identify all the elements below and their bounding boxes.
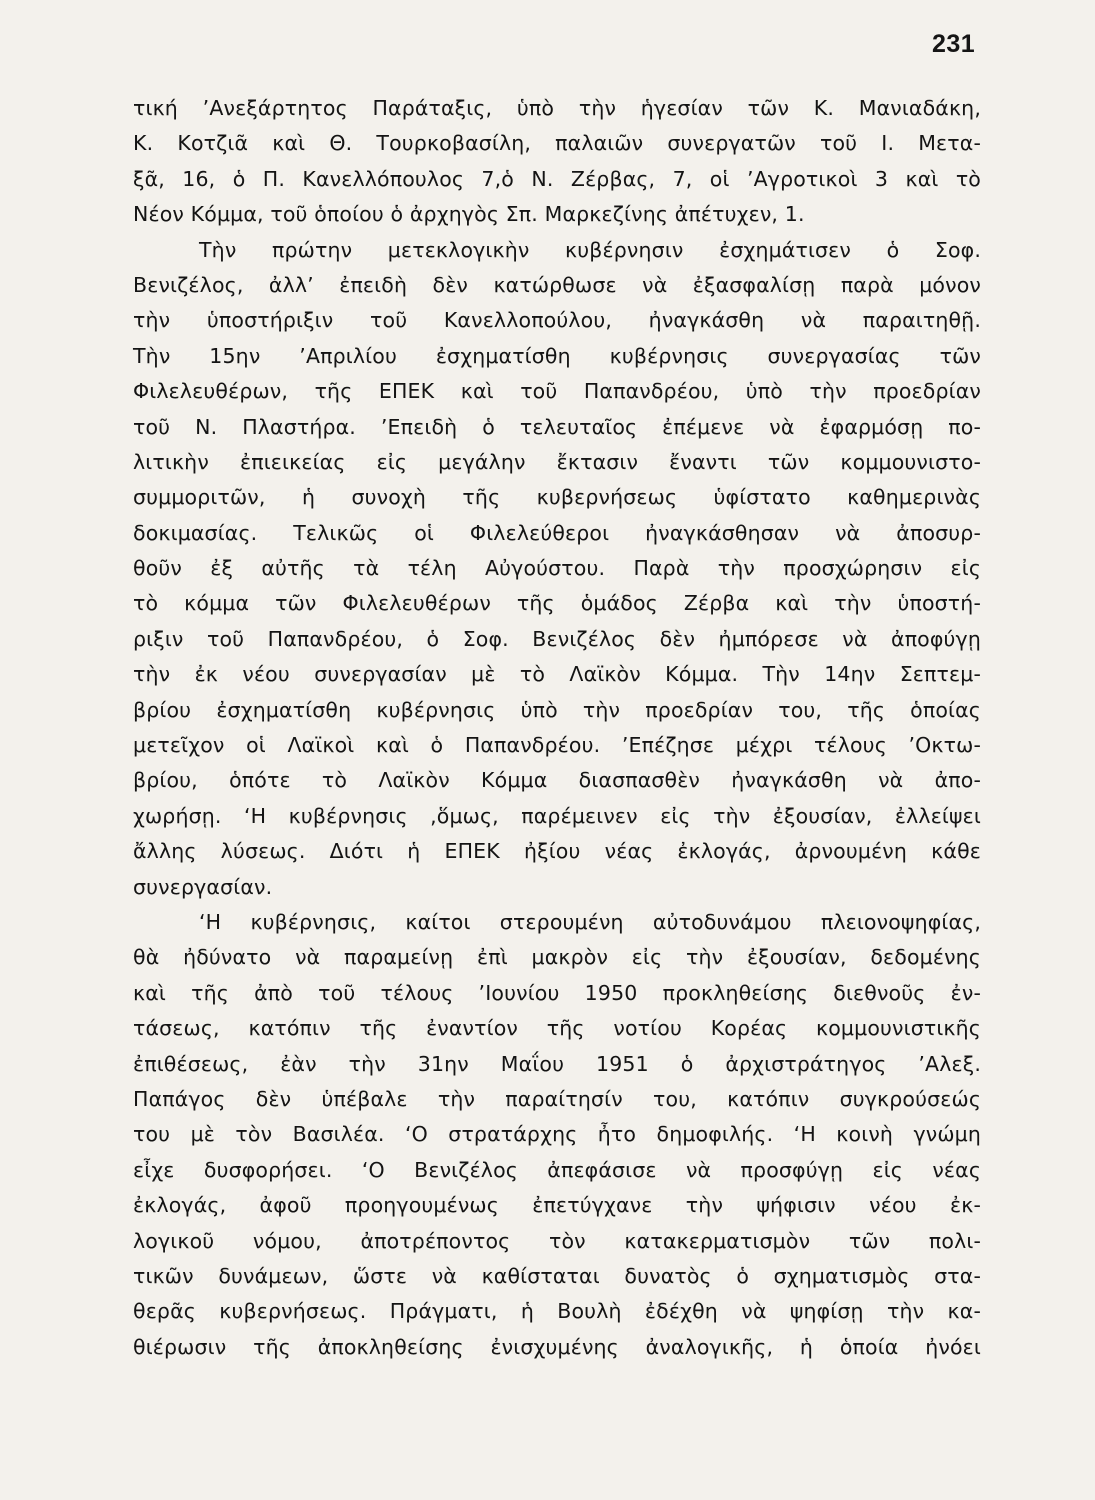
body-text bbox=[133, 91, 981, 1365]
text-line: θὰ ἠδύνατο νὰ παραμείνῃ ἐπὶ μακρὸν εἰς τὴν ἐξουσίαν, δεδομένης bbox=[133, 945, 981, 970]
text-line: τὴν ὑποστήριξιν τοῦ Κανελλοπούλου, ἠναγκάσθη νὰ παραιτηθῇ. bbox=[133, 308, 981, 333]
text-line: λιτικὴν ἐπιεικείας εἰς μεγάλην ἔκτασιν ἔναντι τῶν κομμουνιστο- bbox=[133, 449, 981, 474]
text-line: θοῦν ἐξ αὐτῆς τὰ τέλη Αὐγούστου. Παρὰ τὴν προσχώρησιν εἰς bbox=[133, 556, 981, 581]
text-line: ἐκλογάς, ἀφοῦ προηγουμένως ἐπετύγχανε τὴν ψήφισιν νέου ἐκ- bbox=[133, 1193, 981, 1218]
text-line: τὴν ἐκ νέου συνεργασίαν μὲ τὸ Λαϊκὸν Κόμμα. Τὴν 14ην Σεπτεμ- bbox=[133, 662, 981, 687]
paragraph-3 bbox=[133, 905, 981, 1365]
text-line: ἐπιθέσεως, ἐὰν τὴν 31ην Μαΐου 1951 ὁ ἀρχιστράτηγος ’Αλεξ. bbox=[133, 1051, 981, 1076]
page-number: 231 bbox=[932, 30, 976, 58]
text-line: συμμοριτῶν, ἡ συνοχὴ τῆς κυβερνήσεως ὑφίστατο καθημερινὰς bbox=[133, 485, 981, 510]
text-line: Τὴν πρώτην μετεκλογικὴν κυβέρνησιν ἐσχημάτισεν ὁ Σοφ. bbox=[199, 237, 981, 262]
text-line: βρίου ἐσχηματίσθη κυβέρνησις ὑπὸ τὴν προεδρίαν του, τῆς ὁποίας bbox=[133, 697, 981, 722]
text-line: καὶ τῆς ἀπὸ τοῦ τέλους ’Ιουνίου 1950 προκληθείσης διεθνοῦς ἐν- bbox=[133, 980, 981, 1005]
text-line: ἄλλης λύσεως. Διότι ἡ ΕΠΕΚ ἠξίου νέας ἐκλογάς, ἀρνουμένη κάθε bbox=[133, 839, 981, 864]
text-line: τική ’Ανεξάρτητος Παράταξις, ὑπὸ τὴν ἡγεσίαν τῶν Κ. Μανιαδάκη, bbox=[133, 96, 981, 120]
paragraph-2 bbox=[133, 233, 981, 905]
text-line: τοῦ Ν. Πλαστήρα. ’Επειδὴ ὁ τελευταῖος ἐπέμενε νὰ ἐφαρμόσῃ πο- bbox=[133, 414, 981, 439]
text-line: ριξιν τοῦ Παπανδρέου, ὁ Σοφ. Βενιζέλος δὲν ἠμπόρεσε νὰ ἀποφύγῃ bbox=[133, 626, 981, 651]
text-line: Φιλελευθέρων, τῆς ΕΠΕΚ καὶ τοῦ Παπανδρέου, ὑπὸ τὴν προεδρίαν bbox=[133, 379, 981, 404]
text-line: θιέρωσιν τῆς ἀποκληθείσης ἐνισχυμένης ἀναλογικῆς, ἡ ὁποία ἠνόει bbox=[133, 1334, 981, 1359]
paragraph-1 bbox=[133, 91, 981, 233]
text-line: Τὴν 15ην ’Απριλίου ἐσχηματίσθη κυβέρνησις συνεργασίας τῶν bbox=[133, 343, 981, 368]
text-line: Κ. Κοτζιᾶ καὶ Θ. Τουρκοβασίλη, παλαιῶν συνεργατῶν τοῦ Ι. Μετα- bbox=[133, 131, 981, 156]
text-line: χωρήσῃ. ‘Η κυβέρνησις ,ὅμως, παρέμεινεν εἰς τὴν ἐξουσίαν, ἐλλείψει bbox=[133, 803, 981, 828]
text-line: μετεῖχον οἱ Λαϊκοὶ καὶ ὁ Παπανδρέου. ’Επέζησε μέχρι τέλους ’Οκτω- bbox=[133, 733, 981, 758]
text-line: λογικοῦ νόμου, ἀποτρέποντος τὸν κατακερματισμὸν τῶν πολι- bbox=[133, 1228, 981, 1253]
text-line: Παπάγος δὲν ὑπέβαλε τὴν παραίτησίν του, κατόπιν συγκρούσεώς bbox=[133, 1086, 981, 1111]
text-line: του μὲ τὸν Βασιλέα. ‘Ο στρατάρχης ἦτο δημοφιλής. ‘Η κοινὴ γνώμη bbox=[133, 1122, 981, 1147]
text-line: ξᾶ, 16, ὁ Π. Κανελλόπουλος 7,ὁ Ν. Ζέρβας, 7, οἱ ’Αγροτικοὶ 3 καὶ τὸ bbox=[133, 166, 981, 191]
text-line: τὸ κόμμα τῶν Φιλελευθέρων τῆς ὁμάδος Ζέρβα καὶ τὴν ὑποστή- bbox=[133, 591, 981, 616]
text-line: συνεργασίαν. bbox=[133, 874, 273, 899]
text-line: δοκιμασίας. Τελικῶς οἱ Φιλελεύθεροι ἠναγκάσθησαν νὰ ἀποσυρ- bbox=[133, 520, 981, 545]
text-line: ‘Η κυβέρνησις, καίτοι στερουμένη αὐτοδυνάμου πλειονοψηφίας, bbox=[199, 909, 981, 934]
text-line: τικῶν δυνάμεων, ὥστε νὰ καθίσταται δυνατὸς ὁ σχηματισμὸς στα- bbox=[133, 1263, 981, 1288]
text-line: εἶχε δυσφορήσει. ‘Ο Βενιζέλος ἀπεφάσισε νὰ προσφύγῃ εἰς νέας bbox=[133, 1157, 981, 1182]
text-line: Νέον Κόμμα, τοῦ ὁποίου ὁ ἀρχηγὸς Σπ. Μαρκεζίνης ἀπέτυχεν, 1. bbox=[133, 202, 805, 227]
text-line: θερᾶς κυβερνήσεως. Πράγματι, ἡ Βουλὴ ἐδέχθη νὰ ψηφίσῃ τὴν κα- bbox=[133, 1299, 981, 1324]
text-line: βρίου, ὁπότε τὸ Λαϊκὸν Κόμμα διασπασθὲν ἠναγκάσθη νὰ ἀπο- bbox=[133, 768, 981, 793]
text-line: τάσεως, κατόπιν τῆς ἐναντίον τῆς νοτίου Κορέας κομμουνιστικῆς bbox=[133, 1016, 981, 1041]
text-line: Βενιζέλος, ἀλλ’ ἐπειδὴ δὲν κατώρθωσε νὰ ἐξασφαλίσῃ παρὰ μόνον bbox=[133, 272, 981, 297]
